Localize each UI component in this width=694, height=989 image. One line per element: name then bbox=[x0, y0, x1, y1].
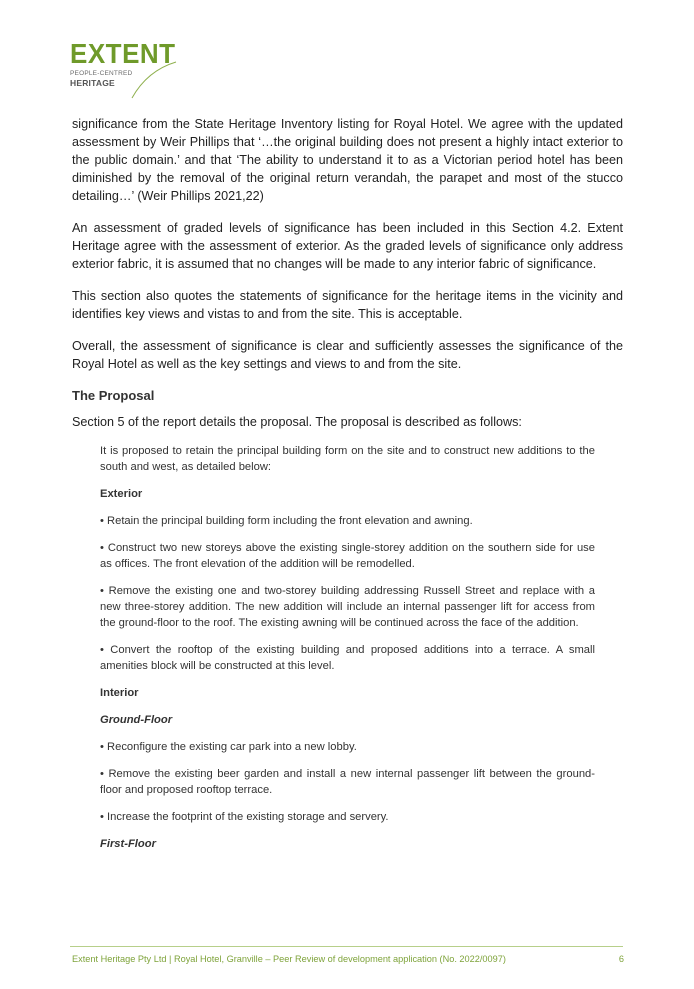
page-number: 6 bbox=[618, 954, 624, 964]
footer-text: Extent Heritage Pty Ltd | Royal Hotel, Granville – Peer Review of development application (No. 2022/0097) bbox=[72, 954, 506, 964]
quote-heading-interior: Interior bbox=[100, 687, 139, 699]
logo-tagline-line2: HERITAGE bbox=[70, 78, 115, 88]
logo-tagline-line1: PEOPLE-CENTRED bbox=[70, 70, 133, 77]
ground-floor-item: • Increase the footprint of the existing storage and servery. bbox=[100, 811, 389, 823]
paragraph-overall-assessment: Overall, the assessment of significance is clear and sufficiently assesses the significance of the Royal Hotel as well as the key settings and views to and from the site. bbox=[72, 339, 623, 371]
quote-intro: It is proposed to retain the principal building form on the site and to construct new additions to the south and west, as detailed below: bbox=[100, 445, 595, 473]
footer-divider bbox=[70, 946, 623, 947]
quote-subheading-first-floor: First-Floor bbox=[100, 838, 156, 850]
proposal-quote-block bbox=[100, 443, 595, 852]
logo-wordmark: EXTENT bbox=[70, 37, 176, 70]
quote-subheading-ground-floor: Ground-Floor bbox=[100, 714, 173, 726]
exterior-item: • Construct two new storeys above the existing single-storey addition on the southern side for use as offices. The front elevation of the addition will be remodelled. bbox=[100, 542, 595, 570]
quote-heading-exterior: Exterior bbox=[100, 488, 143, 500]
paragraph-heritage-vicinity: This section also quotes the statements of significance for the heritage items in the vicinity and identifies key views and vistas to and from the site. This is acceptable. bbox=[72, 289, 623, 321]
exterior-item: • Remove the existing one and two-storey building addressing Russell Street and replace with a new three-storey addition. The new addition will include an internal passenger lift for access from the ground-floor to the roof. The existing awning will be continued across the face of the addition. bbox=[100, 585, 595, 629]
paragraph-graded-levels: An assessment of graded levels of significance has been included in this Section 4.2. Extent Heritage agree with the assessment of exterior. As the graded levels of significance only address exterior fabric, it is assumed that no changes will be made to any interior fabric of significance. bbox=[72, 221, 623, 271]
exterior-item: • Retain the principal building form including the front elevation and awning. bbox=[100, 515, 473, 527]
ground-floor-item: • Remove the existing beer garden and install a new internal passenger lift between the ground-floor and proposed rooftop terrace. bbox=[100, 768, 595, 796]
document-body bbox=[72, 115, 623, 863]
paragraph-proposal-intro: Section 5 of the report details the proposal. The proposal is described as follows: bbox=[72, 415, 522, 429]
extent-heritage-logo bbox=[70, 37, 180, 100]
paragraph-significance-sources: significance from the State Heritage Inventory listing for Royal Hotel. We agree with the updated assessment by Weir Phillips that ‘…the original building does not present a highly intact exterior to the public domain.’ and that ‘The ability to understand it to as a Victorian period hotel has been diminished by the removal of the original return verandah, the parapet and most of the stucco detailing…’ (Weir Phillips 2021,22) bbox=[72, 117, 623, 203]
section-heading-proposal: The Proposal bbox=[72, 388, 155, 403]
exterior-item: • Convert the rooftop of the existing building and proposed additions into a terrace. A small amenities block will be constructed at this level. bbox=[100, 644, 595, 672]
ground-floor-item: • Reconfigure the existing car park into a new lobby. bbox=[100, 741, 357, 753]
